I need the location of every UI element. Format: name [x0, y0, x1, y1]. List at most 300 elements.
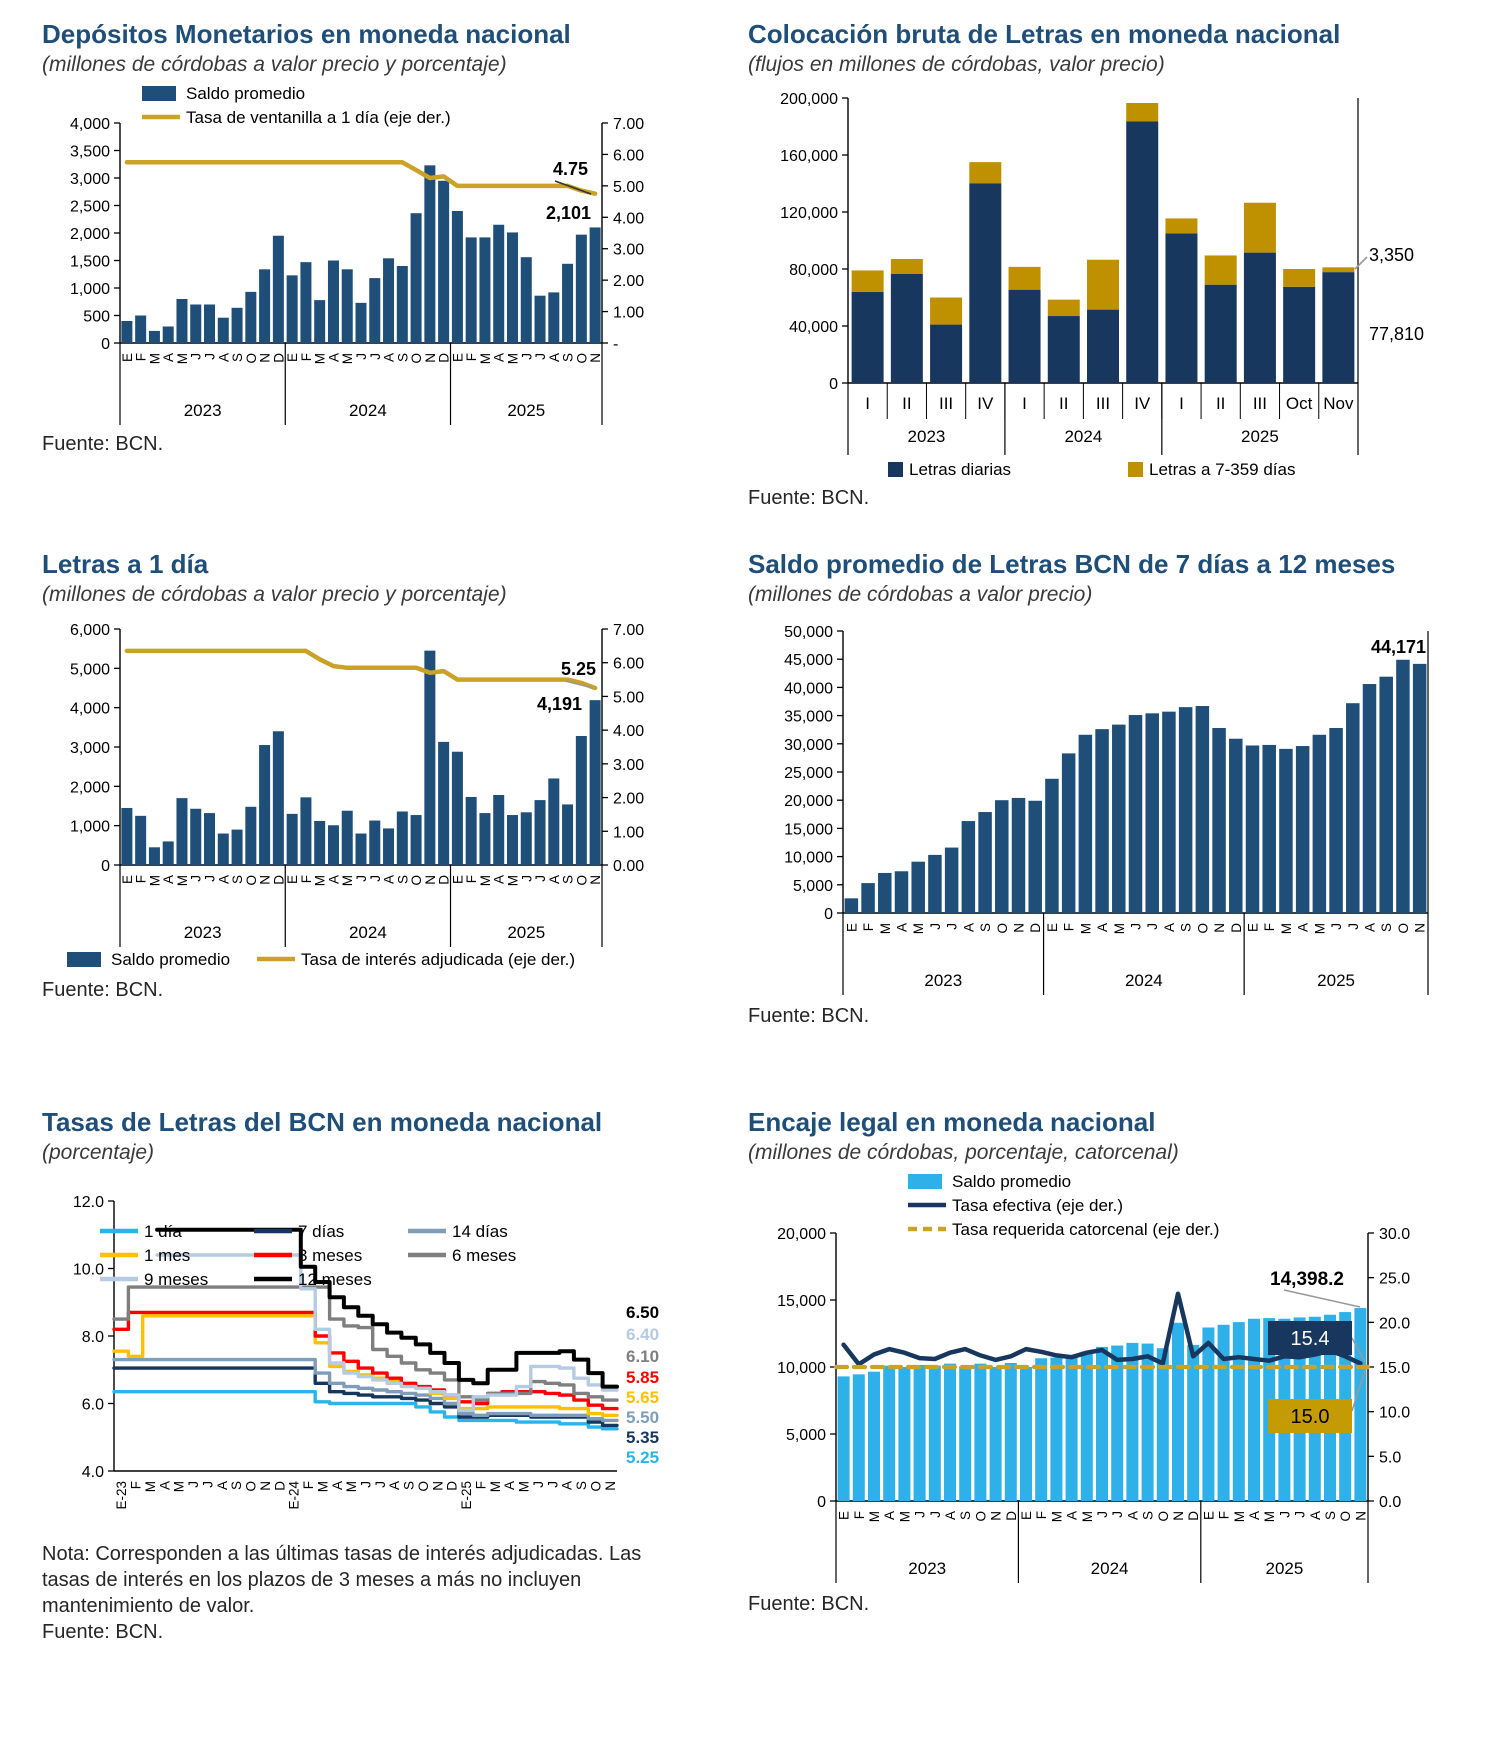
svg-text:O: O: [416, 1481, 431, 1492]
svg-text:5.25: 5.25: [560, 659, 596, 680]
svg-text:5.00: 5.00: [613, 178, 645, 196]
chart-subtitle: (millones de córdobas a valor precio): [748, 582, 1093, 606]
svg-text:7.00: 7.00: [613, 116, 645, 134]
svg-text:M: M: [1079, 1511, 1095, 1523]
svg-text:500: 500: [83, 308, 110, 326]
chart-canvas-tasas: [42, 1171, 732, 1535]
svg-text:7 días: 7 días: [298, 1222, 345, 1242]
source-note: Fuente: BCN.: [42, 1621, 164, 1644]
svg-text:II: II: [1059, 394, 1069, 414]
chart-canvas-encaje: [748, 1171, 1498, 1591]
svg-text:F: F: [1034, 1511, 1050, 1520]
svg-text:J: J: [367, 353, 383, 360]
svg-text:2,101: 2,101: [545, 203, 591, 224]
svg-text:F: F: [133, 353, 149, 362]
footnote: Nota: Corresponden a las últimas tasas de interés adjudicadas. Las tasas de interés en los plazos de 3 meses a más no incluyen mantenimiento de valor.: [42, 1543, 642, 1618]
svg-text:O: O: [1395, 923, 1411, 934]
chart-subtitle: (millones de córdobas a valor precio y porcentaje): [42, 582, 507, 606]
svg-text:O: O: [409, 875, 425, 886]
svg-text:4.75: 4.75: [552, 159, 588, 180]
svg-text:D: D: [1228, 923, 1244, 933]
svg-text:25,000: 25,000: [784, 765, 833, 783]
svg-text:0: 0: [824, 906, 833, 924]
svg-text:M: M: [897, 1511, 913, 1523]
svg-text:D: D: [1186, 1511, 1202, 1521]
svg-text:O: O: [973, 1511, 989, 1522]
svg-text:D: D: [444, 1481, 460, 1491]
svg-text:F: F: [1216, 1511, 1232, 1520]
svg-text:M: M: [505, 875, 521, 887]
svg-text:5.00: 5.00: [613, 689, 645, 707]
svg-text:J: J: [372, 1481, 388, 1488]
svg-text:M: M: [1111, 923, 1127, 935]
svg-text:77,810: 77,810: [1369, 324, 1425, 345]
svg-text:M: M: [340, 875, 356, 887]
svg-text:0: 0: [817, 1494, 826, 1512]
svg-text:N: N: [602, 1481, 618, 1491]
svg-text:50,000: 50,000: [784, 624, 833, 642]
svg-text:A: A: [491, 353, 507, 363]
svg-text:5.25: 5.25: [626, 1448, 660, 1468]
svg-text:E-23: E-23: [114, 1481, 130, 1510]
svg-text:M: M: [312, 353, 328, 365]
svg-text:3.00: 3.00: [613, 756, 645, 774]
svg-text:E-25: E-25: [459, 1481, 475, 1510]
svg-text:15.0: 15.0: [1379, 1360, 1411, 1378]
svg-text:E: E: [450, 875, 466, 885]
svg-text:J: J: [354, 353, 369, 360]
svg-text:A: A: [491, 875, 507, 885]
svg-text:160,000: 160,000: [780, 148, 838, 166]
svg-text:Tasa requerida catorcenal (eje: Tasa requerida catorcenal (eje der.): [952, 1220, 1220, 1240]
svg-text:I: I: [1179, 394, 1184, 414]
svg-text:J: J: [1145, 923, 1161, 930]
svg-text:6.00: 6.00: [613, 655, 645, 673]
chart-block-tasas: [42, 1108, 732, 1644]
svg-text:S: S: [401, 1481, 417, 1491]
svg-text:2023: 2023: [907, 427, 946, 447]
svg-text:J: J: [1128, 923, 1144, 930]
svg-text:A: A: [1247, 1511, 1262, 1521]
svg-text:80,000: 80,000: [789, 262, 838, 280]
svg-text:120,000: 120,000: [780, 205, 838, 223]
svg-text:A: A: [502, 1481, 518, 1491]
svg-text:6 meses: 6 meses: [452, 1246, 517, 1266]
chart-block-letras1dia: [42, 550, 732, 1002]
chart-block-colocacion: [748, 20, 1498, 510]
svg-text:A: A: [961, 923, 977, 933]
svg-text:N: N: [1412, 923, 1428, 933]
svg-text:6.40: 6.40: [626, 1325, 660, 1345]
svg-text:-: -: [613, 336, 619, 354]
svg-text:F: F: [133, 875, 149, 884]
svg-text:2025: 2025: [507, 923, 546, 943]
svg-text:5.85: 5.85: [626, 1368, 660, 1388]
svg-text:5.35: 5.35: [626, 1428, 660, 1448]
svg-text:D: D: [271, 353, 287, 363]
svg-text:M: M: [877, 923, 893, 935]
svg-text:A: A: [387, 1481, 403, 1491]
svg-text:M: M: [315, 1481, 331, 1493]
svg-text:1,000: 1,000: [69, 281, 110, 299]
svg-text:6,000: 6,000: [69, 622, 110, 640]
svg-text:M: M: [171, 1481, 187, 1493]
svg-text:S: S: [560, 875, 576, 885]
svg-text:2025: 2025: [507, 401, 546, 421]
svg-text:S: S: [1140, 1511, 1156, 1521]
svg-text:Tasa efectiva (eje der.): Tasa efectiva (eje der.): [952, 1196, 1124, 1216]
svg-text:N: N: [257, 875, 273, 885]
svg-text:5,000: 5,000: [785, 1427, 826, 1445]
svg-text:0.00: 0.00: [613, 858, 645, 876]
svg-text:A: A: [214, 1481, 230, 1491]
svg-text:45,000: 45,000: [784, 652, 833, 670]
svg-text:0: 0: [101, 336, 110, 354]
svg-text:M: M: [147, 875, 163, 887]
svg-text:O: O: [994, 923, 1010, 934]
svg-text:A: A: [326, 353, 342, 363]
svg-text:M: M: [340, 353, 356, 365]
svg-text:3.00: 3.00: [613, 241, 645, 259]
svg-text:1.00: 1.00: [613, 824, 645, 842]
svg-text:10.0: 10.0: [1379, 1404, 1411, 1422]
svg-text:D: D: [271, 875, 287, 885]
svg-text:14,398.2: 14,398.2: [1270, 1269, 1344, 1291]
svg-text:2024: 2024: [348, 923, 387, 943]
svg-text:Saldo promedio: Saldo promedio: [952, 1172, 1072, 1192]
svg-text:1.00: 1.00: [613, 304, 645, 322]
svg-text:2024: 2024: [1064, 427, 1103, 447]
svg-text:J: J: [186, 1481, 201, 1488]
svg-text:A: A: [326, 875, 342, 885]
svg-text:5,000: 5,000: [69, 661, 110, 679]
svg-text:J: J: [1277, 1511, 1293, 1518]
svg-text:O: O: [1338, 1511, 1354, 1522]
svg-text:15.0: 15.0: [1290, 1406, 1330, 1429]
svg-text:M: M: [1312, 923, 1328, 935]
svg-text:M: M: [516, 1481, 532, 1493]
svg-text:E: E: [450, 353, 466, 363]
svg-text:1 día: 1 día: [144, 1222, 182, 1242]
svg-text:20,000: 20,000: [784, 793, 833, 811]
svg-text:200,000: 200,000: [780, 91, 838, 109]
svg-text:III: III: [938, 394, 954, 414]
svg-text:44,171: 44,171: [1370, 637, 1426, 658]
svg-text:J: J: [1095, 1511, 1110, 1518]
chart-title: Saldo promedio de Letras BCN de 7 días a 12 meses: [748, 549, 1396, 579]
chart-block-encaje: [748, 1108, 1498, 1616]
svg-text:E: E: [1019, 1511, 1034, 1521]
svg-text:M: M: [1278, 923, 1294, 935]
svg-text:D: D: [1028, 923, 1044, 933]
svg-text:3 meses: 3 meses: [298, 1246, 363, 1266]
svg-text:E: E: [836, 1511, 852, 1521]
svg-text:S: S: [958, 1511, 974, 1521]
svg-text:M: M: [142, 1481, 158, 1493]
svg-text:J: J: [927, 1511, 943, 1518]
chart-subtitle: (flujos en millones de córdobas, valor precio): [748, 52, 1165, 76]
svg-text:S: S: [1178, 923, 1194, 933]
chart-subtitle: (millones de córdobas a valor precio y porcentaje): [42, 52, 507, 76]
svg-text:10,000: 10,000: [777, 1360, 826, 1378]
svg-text:A: A: [381, 353, 397, 363]
svg-text:F: F: [851, 1511, 867, 1520]
svg-text:35,000: 35,000: [784, 708, 833, 726]
svg-text:4,000: 4,000: [69, 700, 110, 718]
svg-text:J: J: [1110, 1511, 1126, 1518]
svg-text:15,000: 15,000: [784, 821, 833, 839]
svg-text:N: N: [422, 353, 438, 363]
svg-text:Saldo promedio: Saldo promedio: [111, 950, 231, 970]
svg-text:E: E: [1245, 923, 1261, 933]
svg-text:J: J: [944, 923, 960, 930]
svg-text:S: S: [1323, 1511, 1338, 1521]
svg-text:M: M: [312, 875, 328, 887]
svg-text:A: A: [1095, 923, 1111, 933]
svg-text:N: N: [1212, 923, 1228, 933]
svg-text:J: J: [200, 1481, 216, 1488]
svg-text:S: S: [1379, 923, 1395, 933]
svg-text:F: F: [1061, 923, 1077, 932]
svg-text:E-24: E-24: [286, 1481, 302, 1510]
svg-text:IV: IV: [977, 394, 994, 414]
chart-canvas-depositos: [42, 83, 732, 431]
svg-text:40,000: 40,000: [789, 319, 838, 337]
svg-text:N: N: [588, 353, 604, 363]
svg-text:M: M: [344, 1481, 360, 1493]
svg-text:0.0: 0.0: [1379, 1494, 1402, 1512]
svg-text:F: F: [298, 353, 314, 362]
svg-text:D: D: [436, 353, 452, 363]
svg-text:A: A: [1064, 1511, 1080, 1521]
svg-text:A: A: [1295, 923, 1311, 933]
svg-text:N: N: [988, 1511, 1004, 1521]
source-note: Fuente: BCN.: [42, 433, 164, 456]
svg-text:M: M: [911, 923, 927, 935]
svg-text:D: D: [436, 875, 452, 885]
chart-title: Tasas de Letras del BCN en moneda nacional: [42, 1107, 603, 1137]
svg-text:O: O: [1195, 923, 1211, 934]
svg-text:J: J: [202, 875, 218, 882]
svg-text:2,500: 2,500: [69, 198, 110, 216]
svg-text:M: M: [477, 875, 493, 887]
svg-text:E: E: [1044, 923, 1060, 933]
chart-canvas-colocacion: [748, 83, 1498, 485]
svg-text:M: M: [1231, 1511, 1247, 1523]
svg-text:M: M: [1262, 1511, 1278, 1523]
svg-text:F: F: [861, 923, 877, 932]
svg-text:J: J: [188, 353, 204, 360]
svg-text:J: J: [1329, 923, 1345, 930]
svg-text:A: A: [381, 875, 397, 885]
svg-text:A: A: [216, 353, 232, 363]
svg-text:E: E: [285, 875, 301, 885]
svg-text:M: M: [147, 353, 163, 365]
svg-text:J: J: [912, 1511, 928, 1518]
source-note: Fuente: BCN.: [748, 487, 870, 510]
svg-text:A: A: [329, 1481, 345, 1491]
svg-text:15,000: 15,000: [777, 1293, 826, 1311]
svg-text:A: A: [161, 353, 177, 363]
svg-text:A: A: [559, 1481, 575, 1491]
svg-text:I: I: [865, 394, 870, 414]
svg-text:A: A: [1307, 1511, 1323, 1521]
svg-text:II: II: [902, 394, 912, 414]
svg-text:M: M: [487, 1481, 503, 1493]
svg-text:F: F: [298, 875, 314, 884]
svg-text:0: 0: [101, 858, 110, 876]
svg-text:2023: 2023: [924, 971, 963, 991]
svg-text:12.0: 12.0: [72, 1194, 104, 1212]
svg-text:M: M: [1049, 1511, 1065, 1523]
svg-text:2025: 2025: [1241, 427, 1279, 447]
svg-text:3,500: 3,500: [69, 143, 110, 161]
svg-text:4.0: 4.0: [81, 1464, 104, 1482]
svg-text:30.0: 30.0: [1379, 1226, 1411, 1244]
svg-text:6.0: 6.0: [81, 1396, 104, 1414]
svg-text:2,000: 2,000: [69, 226, 110, 244]
svg-text:M: M: [175, 353, 190, 365]
svg-text:Tasa de ventanilla a 1 día (ej: Tasa de ventanilla a 1 día (eje der.): [186, 108, 451, 128]
svg-text:Tasa de interés adjudicada (ej: Tasa de interés adjudicada (eje der.): [301, 950, 576, 970]
chart-title: Depósitos Monetarios en moneda nacional: [42, 19, 571, 49]
svg-text:O: O: [243, 1481, 259, 1492]
svg-text:Oct: Oct: [1285, 394, 1313, 414]
svg-text:20,000: 20,000: [777, 1226, 826, 1244]
svg-text:12 meses: 12 meses: [298, 1270, 372, 1290]
svg-text:M: M: [477, 353, 493, 365]
svg-text:N: N: [1011, 923, 1027, 933]
svg-text:1,500: 1,500: [69, 253, 110, 271]
svg-text:III: III: [1095, 394, 1111, 414]
svg-text:2.00: 2.00: [613, 790, 645, 808]
svg-text:M: M: [867, 1511, 882, 1523]
svg-text:I: I: [1022, 394, 1027, 414]
svg-text:D: D: [1003, 1511, 1019, 1521]
svg-text:J: J: [367, 875, 383, 882]
svg-text:A: A: [157, 1481, 173, 1491]
svg-text:4,000: 4,000: [69, 116, 110, 134]
svg-text:2023: 2023: [183, 401, 222, 421]
svg-text:S: S: [560, 353, 576, 363]
svg-text:J: J: [1292, 1511, 1308, 1518]
svg-text:A: A: [1362, 923, 1378, 933]
svg-text:J: J: [358, 1481, 374, 1488]
svg-text:E: E: [1201, 1511, 1217, 1521]
svg-text:0: 0: [829, 376, 838, 394]
svg-text:2025: 2025: [1265, 1559, 1304, 1579]
svg-text:M: M: [1078, 923, 1094, 935]
svg-text:A: A: [882, 1511, 898, 1521]
svg-text:Saldo promedio: Saldo promedio: [186, 84, 306, 104]
svg-text:S: S: [978, 923, 994, 933]
svg-text:10,000: 10,000: [784, 849, 833, 867]
svg-text:O: O: [409, 353, 425, 364]
svg-text:IV: IV: [1134, 394, 1151, 414]
svg-text:N: N: [257, 353, 273, 363]
svg-text:2024: 2024: [348, 401, 387, 421]
svg-text:A: A: [1161, 923, 1177, 933]
svg-text:F: F: [473, 1481, 489, 1490]
svg-text:E: E: [844, 923, 860, 933]
source-note: Fuente: BCN.: [42, 979, 164, 1002]
svg-text:2025: 2025: [1317, 971, 1355, 991]
svg-text:M: M: [505, 353, 521, 365]
svg-text:S: S: [574, 1481, 590, 1491]
svg-text:5.50: 5.50: [626, 1408, 660, 1428]
svg-text:6.50: 6.50: [626, 1303, 660, 1323]
svg-text:O: O: [243, 353, 259, 364]
svg-text:J: J: [188, 875, 204, 882]
svg-text:A: A: [161, 875, 177, 885]
svg-text:2023: 2023: [183, 923, 222, 943]
svg-text:25.0: 25.0: [1379, 1270, 1411, 1288]
svg-text:2023: 2023: [908, 1559, 947, 1579]
svg-text:N: N: [1353, 1511, 1369, 1521]
svg-text:J: J: [533, 875, 548, 882]
svg-text:E: E: [119, 353, 135, 363]
svg-text:A: A: [546, 353, 562, 363]
svg-text:N: N: [1171, 1511, 1186, 1521]
source-note: Fuente: BCN.: [748, 1593, 870, 1616]
chart-subtitle: (porcentaje): [42, 1140, 155, 1164]
svg-text:O: O: [1155, 1511, 1171, 1522]
svg-text:2024: 2024: [1090, 1559, 1129, 1579]
svg-text:5.0: 5.0: [1379, 1449, 1402, 1467]
svg-text:3,000: 3,000: [69, 740, 110, 758]
svg-text:2.00: 2.00: [613, 273, 645, 291]
svg-text:15.4: 15.4: [1290, 1328, 1330, 1351]
svg-text:J: J: [1345, 923, 1361, 930]
svg-text:N: N: [422, 875, 438, 885]
svg-text:J: J: [519, 875, 535, 882]
svg-text:6.00: 6.00: [613, 147, 645, 165]
svg-text:F: F: [301, 1481, 316, 1490]
svg-text:30,000: 30,000: [784, 736, 833, 754]
svg-text:1,000: 1,000: [69, 818, 110, 836]
svg-text:10.0: 10.0: [72, 1261, 104, 1279]
svg-text:F: F: [464, 875, 480, 884]
svg-text:40,000: 40,000: [784, 680, 833, 698]
svg-text:D: D: [272, 1481, 288, 1491]
svg-text:J: J: [533, 353, 548, 360]
svg-text:S: S: [230, 353, 246, 363]
svg-text:7.00: 7.00: [613, 622, 645, 640]
svg-text:4.00: 4.00: [613, 723, 645, 741]
svg-text:6.10: 6.10: [626, 1347, 660, 1367]
svg-text:J: J: [927, 923, 943, 930]
svg-text:3,350: 3,350: [1369, 245, 1415, 266]
svg-text:S: S: [230, 875, 246, 885]
svg-text:9 meses: 9 meses: [144, 1270, 209, 1290]
svg-text:Nov: Nov: [1323, 394, 1354, 414]
svg-text:O: O: [574, 353, 590, 364]
svg-text:A: A: [546, 875, 562, 885]
svg-text:A: A: [943, 1511, 958, 1521]
svg-text:2,000: 2,000: [69, 779, 110, 797]
svg-text:N: N: [257, 1481, 273, 1491]
svg-text:4.00: 4.00: [613, 210, 645, 228]
svg-text:M: M: [175, 875, 190, 887]
svg-text:J: J: [531, 1481, 546, 1488]
svg-text:J: J: [519, 353, 535, 360]
chart-canvas-saldo-letras: [748, 613, 1498, 1003]
svg-text:E: E: [285, 353, 301, 363]
svg-text:3,000: 3,000: [69, 171, 110, 189]
svg-text:Letras diarias: Letras diarias: [909, 460, 1012, 480]
svg-text:N: N: [430, 1481, 446, 1491]
chart-title: Letras a 1 día: [42, 549, 209, 579]
